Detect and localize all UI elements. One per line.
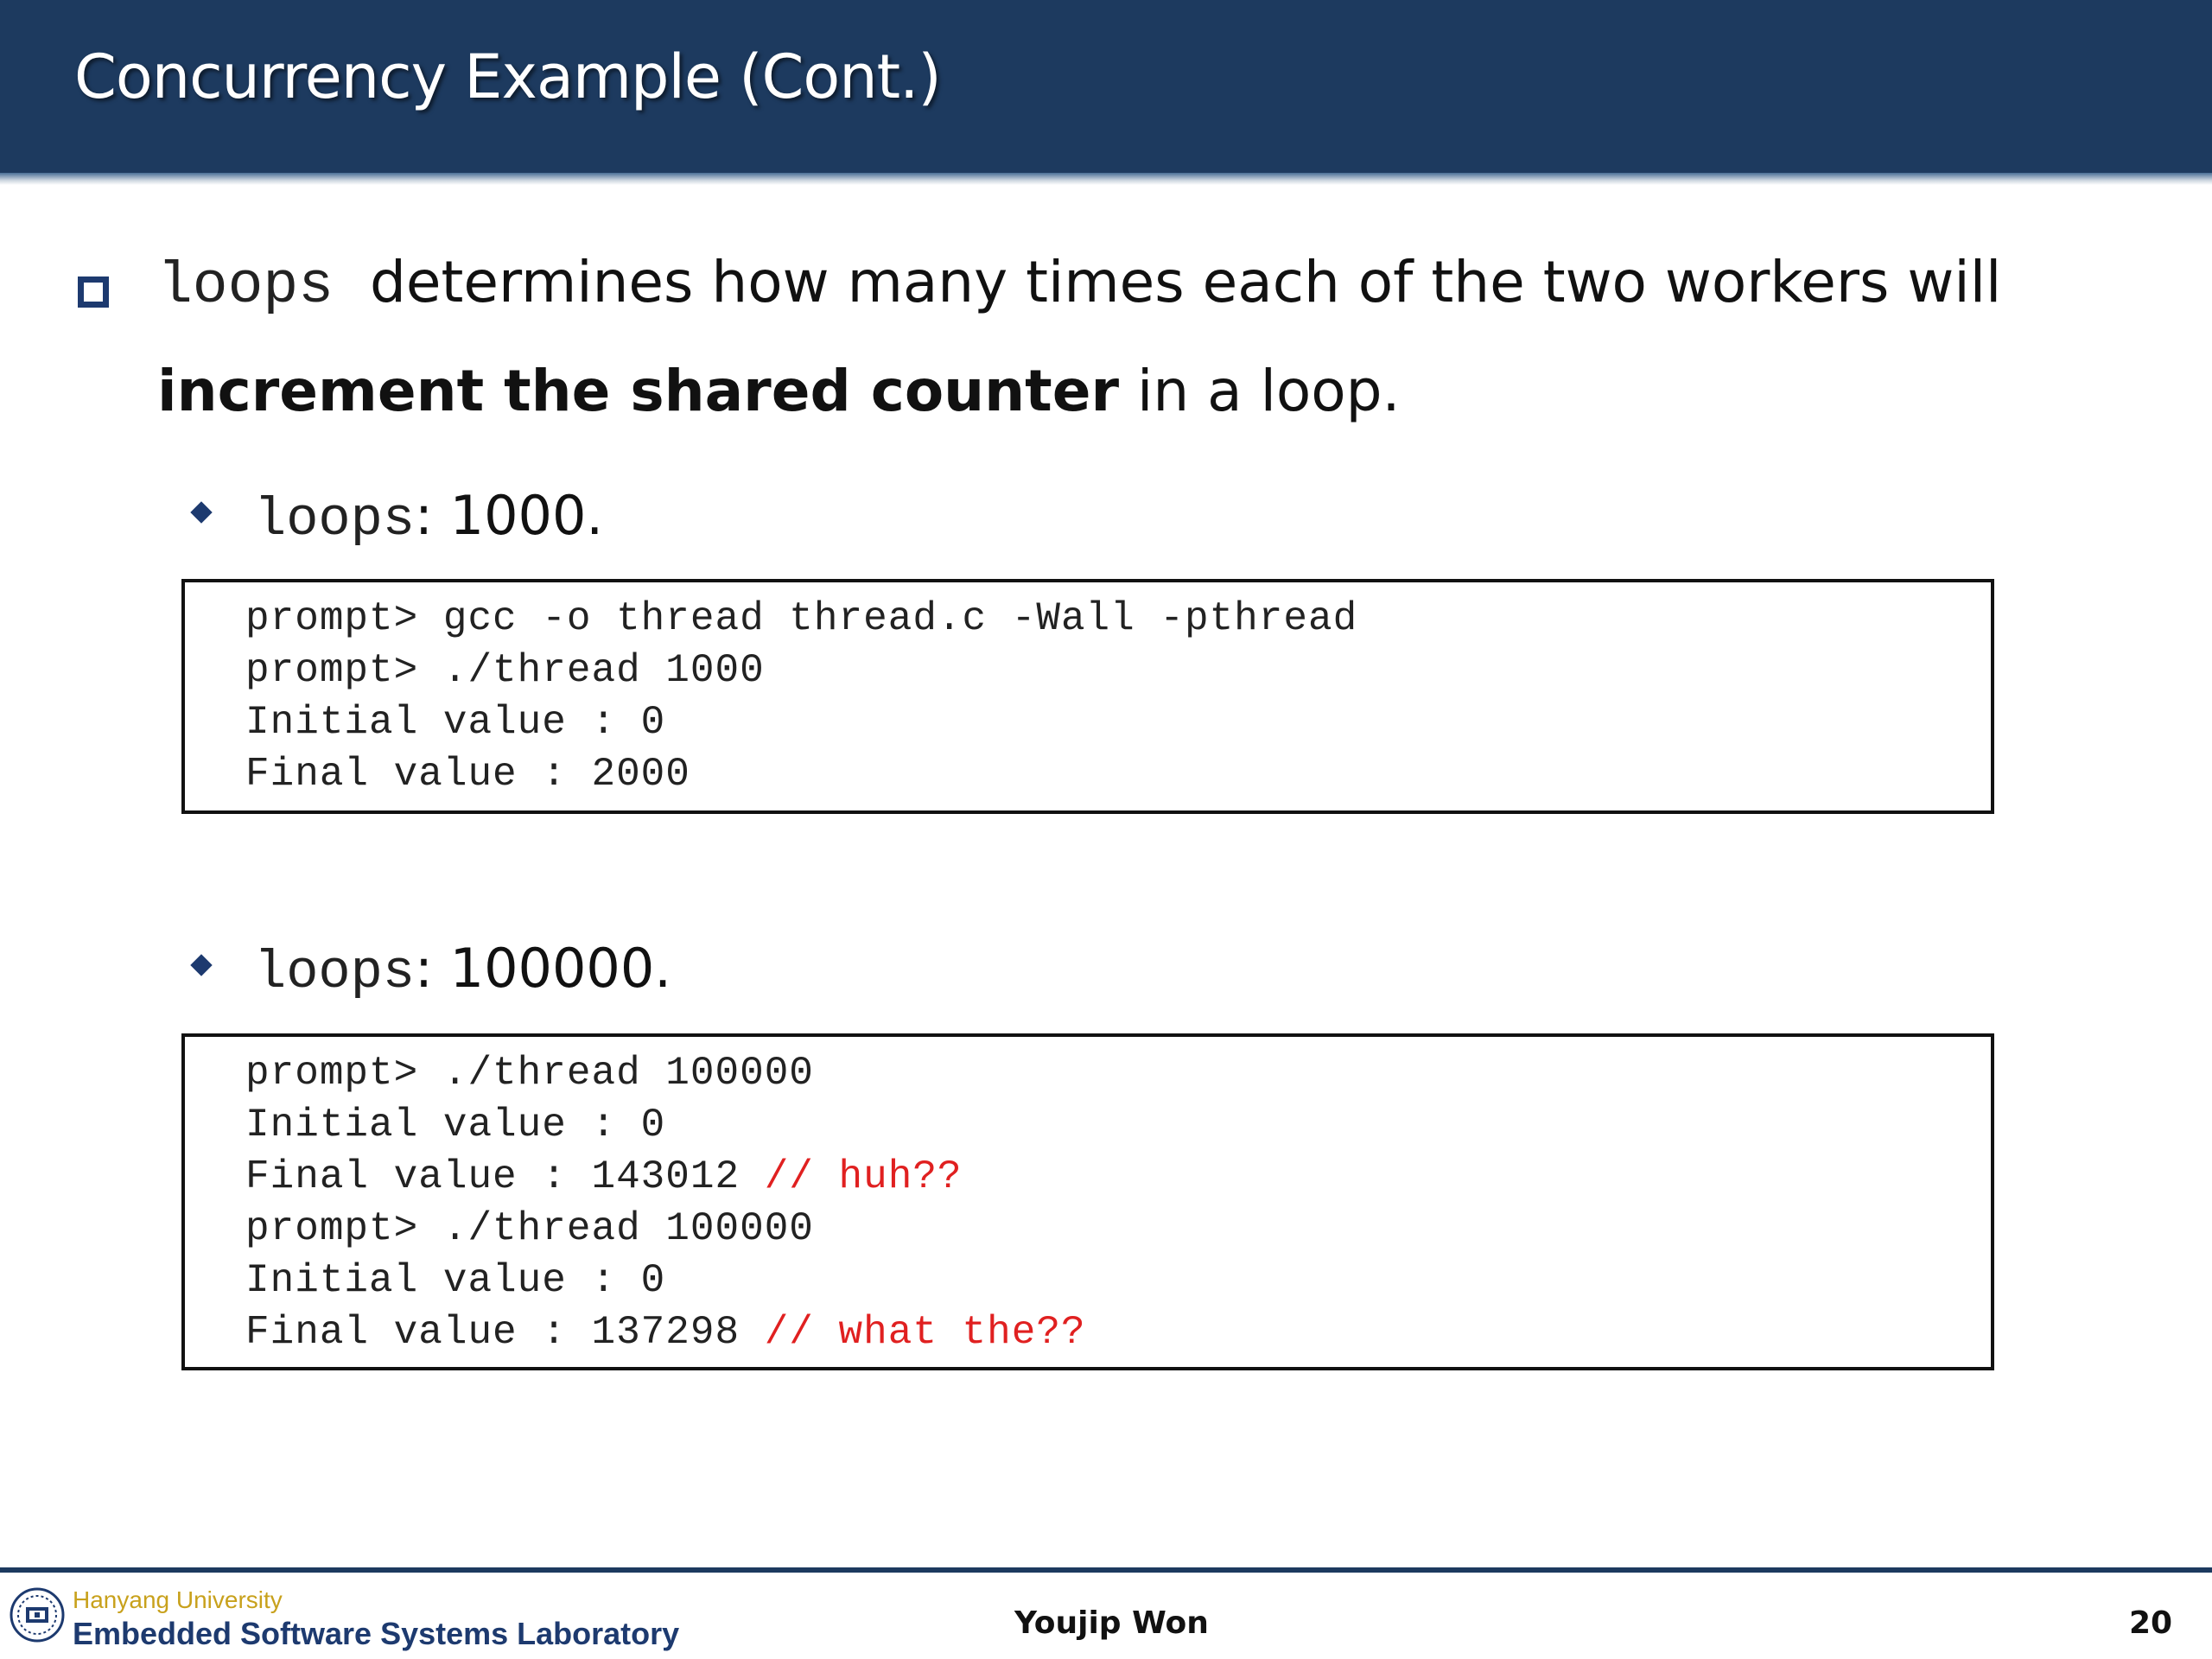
bullet-line-1 <box>157 249 2001 320</box>
code-line <box>245 1051 814 1096</box>
diamond-bullet-icon <box>190 954 212 976</box>
footer-author: Youjip Won <box>1014 1605 1209 1641</box>
bullet-line-2 <box>157 358 1401 424</box>
bullet-bold-text: increment the shared counter <box>157 358 1120 424</box>
code-text: Final value : 137298 <box>245 1310 765 1355</box>
sub-bullet-2 <box>254 937 671 1003</box>
code-text: Initial value : 0 <box>245 700 666 745</box>
code-line <box>245 700 665 745</box>
slide-title: Concurrency Example (Cont.) <box>74 41 941 112</box>
footer-lab: Embedded Software Systems Laboratory <box>73 1616 680 1651</box>
code-text: Initial value : 0 <box>245 1258 666 1303</box>
code-line <box>245 1258 665 1303</box>
sub-bullet-text: : 100000. <box>415 937 672 1000</box>
sub-bullet-code-term: loops <box>254 942 416 1003</box>
code-text: Final value : 2000 <box>245 752 690 797</box>
code-line <box>245 1103 665 1147</box>
bullet-code-term: loops <box>157 253 334 320</box>
code-block-2 <box>181 1033 1994 1370</box>
code-text: prompt> gcc -o thread thread.c -Wall -pthread <box>245 596 1358 641</box>
code-line <box>245 1310 1086 1355</box>
code-comment: // huh?? <box>764 1154 963 1199</box>
square-bullet-icon <box>78 276 109 308</box>
code-block-1 <box>181 579 1994 814</box>
code-text: prompt> ./thread 100000 <box>245 1206 814 1251</box>
code-line <box>245 648 765 693</box>
footer-university: Hanyang University <box>73 1586 283 1613</box>
university-seal-icon <box>9 1586 66 1643</box>
bullet-text: determines how many times each of the two workers will <box>370 249 2002 315</box>
sub-bullet-text: : 1000. <box>415 484 604 547</box>
sub-bullet-code-term: loops <box>254 489 416 550</box>
bullet-text-end: in a loop. <box>1137 358 1401 424</box>
page-number: 20 <box>2129 1605 2173 1641</box>
title-bar-shadow <box>0 173 2212 185</box>
footer-divider <box>0 1567 2212 1573</box>
code-text: prompt> ./thread 100000 <box>245 1051 814 1096</box>
code-text: Initial value : 0 <box>245 1103 666 1147</box>
sub-bullet-1 <box>254 484 603 550</box>
code-line <box>245 1206 814 1251</box>
code-text: prompt> ./thread 1000 <box>245 648 765 693</box>
code-line <box>245 596 1357 641</box>
code-comment: // what the?? <box>764 1310 1086 1355</box>
diamond-bullet-icon <box>190 501 212 523</box>
code-line <box>245 1154 963 1199</box>
code-line <box>245 752 690 797</box>
code-text: Final value : 143012 <box>245 1154 765 1199</box>
